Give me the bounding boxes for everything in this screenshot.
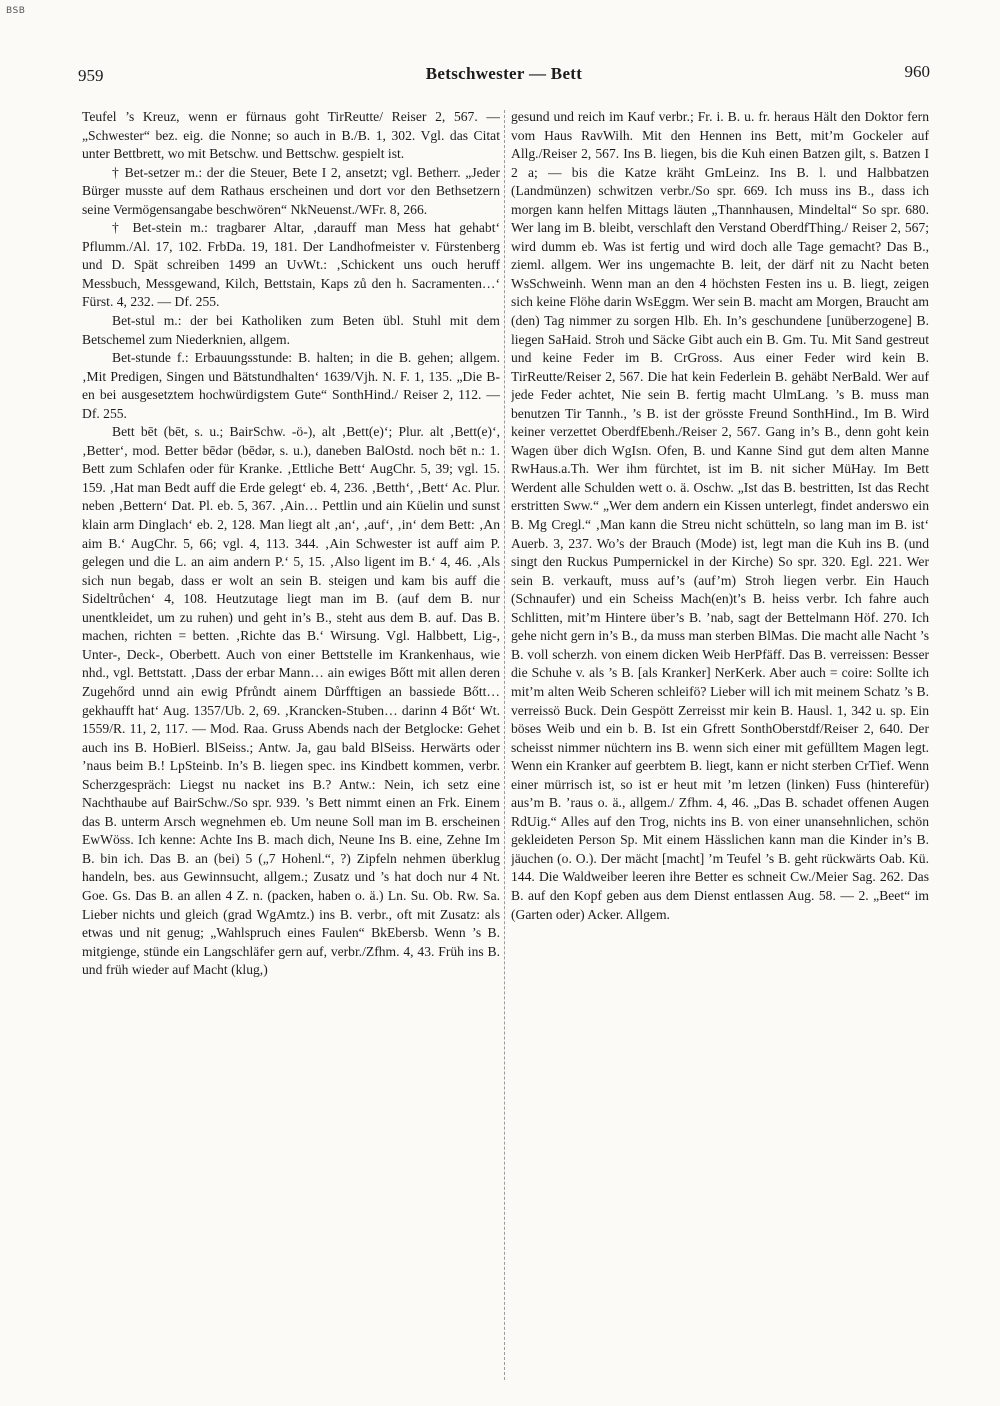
library-stamp: BSB: [6, 6, 26, 16]
entry-bet-stunde: Bet-stunde f.: Erbauungsstunde: B. halten; in die B. gehen; allgem. ‚Mit Predigen, Singen und Bätstundhalten‘ 1639/Vjh. N. F. 1, 135. „Die B-en bei ausgesetztem hochwürdigstem Gute“ SonthHind./ Reiser 2, 112. — Df. 255.: [82, 350, 500, 421]
left-column: [82, 108, 500, 1388]
entry-bett-cont: gesund und reich im Kauf verbr.; Fr. i. B. u. fr. heraus Hält den Doktor fern vom Haus RavWilh. Mit den Hennen ins Bett, mit’m Gockeler auf Allg./Reiser 2, 567. Ins B. liegen, bis die Kuh einen Batzen gilt, s. Batzen I 2 a; — bis die Katze kräht GmLeinz. Ins B. l. und Halbbatzen (Landmünzen) schwitzen verbr./So spr. 669. Ich muss ins B., dass ich morgen kann helfen Mittags läuten „Thannhausen, Mindeltal“ So spr. 680. Wer lang im B. bleibt, verschlaft den Verstand OberdfThing./ Reiser 2, 567; wird dumm eb. Was ist fertig und wird doch alle Tage gemacht? Das B., zieml. allgem. Wer ins ungemachte B. leit, der därf nit zu Nacht beten WsSchweinh. Wenn man an den 4 höchsten Festen ins u. B. liegt, zeigen sich keine Flöhe darin WsEggm. Wer sein B. macht am Morgen, Braucht am (den) Tag nimmer zu sorgen Hlb. Eh. In’s geschundene [unüberzogene] B. liegen SaHaid. Stroh und Säcke Gibt auch ein B. Gm. Tu. Mit Sand gestreut und keine Feder im B. CrGross. Aus einer Feder wird kein B. TirReutte/Reiser 2, 567. Die hat kein Federlein B. gehäbt NerBald. Wer auf jede Feder achtet, Nie sein B. fertig macht UlmLang. ’s B. muss man benutzen Tir Tannh., ’s B. ist der grösste Freund SonthHind., Im B. Wird keiner verzettet OberdfEbenh./Reiser 2, 567. Gang in’s B., denn goht kein Wagen über dich WgIsn. Ofen, B. und Kanne Sind gut dem alten Manne RwHaus.a.Th. Wer ihm fürchtet, ist im B. nit sicher MüHay. Im Bett Werdent alle Schulden wett o. ä. Oschw. „Ist das B. bestritten, Ist das Recht erstritten Sww.“ „Wer dem andern ein Kissen unterlegt, findet anderswo ein B. Mg Cregl.“ ‚Man kann die Streu nicht schütteln, so lang man im B. ist‘ Auerb. 3, 237. Wo’s der Brauch (Mode) ist, legt man die Kuh ins B. (und singt den Ruckus Pumpernickel in der Kirche) So spr. 320. Egl. 221. Wer sein B. verkauft, muss auf’s (auf’m) Stroh liegen verbr. Ein Hauch (Schnaufer) und ein Scheiss Mach(en)t’s B. heiss verbr. Ich fahre auch Schlitten, mit’m Hintere über’s B. ’nab, sagt der Bettelmann Höf. 270. Ich gehe nicht gern in’s B., da muss man sterben BlMas. Die macht alle Nacht ’s B. voll scherzh. von einem dicken Weib HerPfäff. Das B. verreissen: Besser die Schuhe v. als ’s B. [als Kranker] NerKerk. Aber auch = coire: Sollte ich mit’m alten Weib Scheren schleifö? Lieber will ich mit meinem Schatz ’s B. verreissö Buck. Dein Gespött Zerreisst mir kein B. Hausl. 1, 342 u. sp. Ein böses Weib und ein b. B. Ist ein Gfrett SonthOberstdf/Reiser 2, 640. Der scheisst nimmer nüchtern ins B. wenn sich einer mit gefülltem Magen legt. Wenn ein Kranker auf geerbtem B. liegt, kann er nicht sterben CrTief. Wenn einer mürrisch ist, so ist er heut mit ’m letzen (linken) Fuss (hinterefür) aus’m B. ’raus o. ä., allgem./ Zfhm. 4, 46. „Das B. schadet offenen Augen RdUig.“ Alles auf den Trog, nichts ins B. von einer unansehnlichen, schön gekleideten Person Sp. Mit einem Hässlichen kann man die Kinder in’s B. jäuchen (o. O.). Der mächt [macht] ’m Teufel ’s B. geht rückwärts Oab. Kü. 144. Die Waldweiber leeren ihre Better es schneit Cw./Meier Sag. 262. Das B. auf den Kopf geben aus dem Dienst entlassen Aug. 58. — 2. „Beet“ im (Garten oder) Acker. Allgem.: [511, 109, 929, 922]
entry-bet-stul: Bet-stul m.: der bei Katholiken zum Beten übl. Stuhl mit dem Betschemel zum Niederknien, allgem.: [82, 313, 500, 347]
column-divider: [504, 110, 505, 1380]
page-header: [78, 62, 930, 88]
running-title: Betschwester — Bett: [425, 64, 583, 83]
page-number-right: 960: [904, 62, 930, 81]
right-column: [511, 108, 929, 1388]
page-number-left: 959: [78, 66, 104, 85]
entry-bett: Bett bēt (bēt, s. u.; BairSchw. -ö-), alt ‚Bett(e)‘; Plur. alt ‚Bett(e)‘, ‚Better‘, mod. Better bēdər (bēdər, s. u.), daneben BalOstd. noch bēt n.: 1. Bett zum Schlafen oder für Kranke. ‚Ettliche Bett‘ AugChr. 5, 39; vgl. 15. 159. ‚Hat man Bedt auff die Erde gelegt‘ eb. 4, 236. ‚Betth‘, ‚Bett‘ Ac. Plur. neben ‚Bettern‘ Dat. Pl. eb. 5, 367. ‚Ain… Pettlin und ain Küelin und sunst klain arm Dinglach‘ eb. 2, 128. Man liegt alt ‚an‘, ‚auf‘, ‚in‘ dem Bett: ‚An aim B.‘ AugChr. 5, 66; vgl. 4, 113. 344. ‚Ain Schwester ist auff aim P. gelegen und die L. an aim andern P.‘ 5, 15. ‚Also ligent im B.‘ 4, 46. ‚Als sich nun begab, dass er wolt an sein B. steigen und kam bis auff die Sideltrůchen‘ 4, 108. Heutzutage liegt man im B. (auf dem B. nur unentkleidet, um zu ruhen) und geht in’s B., steht aus dem B. auf. Das B. machen, richten = betten. ‚Richte das B.‘ Wirsung. Vgl. Halbbett, Lig-, Unter-, Deck-, Oberbett. Auch von einer Bettstelle im Krankenhaus, wie nhd., vgl. Bettstatt. ‚Dass der erbar Mann… ain ewiges Bőtt mit allen deren Zugehőrd unnd ain ewig Pfrůndt ainem Důrfftigen an bassiede Bőtt… gekhaufft hat‘ Aug. 1357/Ub. 2, 69. ‚Krancken-Stuben… darinn 4 Bőt‘ Wt. 1559/R. 11, 2, 117. — Mod. Raa. Gruss Abends nach der Betglocke: Gehet auch ins B. HoBierl. BlSeiss.; Antw. Ja, gau bald BlSeiss. Herwärts oder ’naus beim B.! LpSteinb. In’s B. liegen spec. ins Kindbett kommen, verbr. Scherzgespräch: Liegst nu nacket ins B.? Antw.: Nein, ich setz eine Nachthaube auf BairSchw./So spr. 939. ’s Bett nimmt einen an Frk. Einem das B. unterm Arsch wegnehmen eb. Um neune Soll man im B. erscheinen EwWöss. Ich kenne: Achte Ins B. mach dich, Neune Ins B. eine, Zehne Im B. bin ich. Das B. an (bei) 5 („7 Hohenl.“, ?) Zipfeln nehmen überklug handeln, bes. aus Gewinnsucht, allgem.; Zusatz und ’s hat doch nur 4 Nt. Goe. Gs. Das B. an allen 4 Z. n. (packen, haben o. ä.) Ln. Su. Ob. Rw. Sa. Lieber nichts und gleich (grad WgAmtz.) ins B. verbr., oft mit Zusatz: als etwas und nit genug; „Wahlspruch eines Faulen“ BkEbersb. Wenn ’s B. mitgienge, stünde ein Langschläfer gern auf, verbr./Zfhm. 4, 43. Früh ins B. und früh wieder auf Macht (klug,): [82, 424, 500, 978]
entry-betschwester-cont: Teufel ’s Kreuz, wenn er fürnaus goht TirReutte/ Reiser 2, 567. — „Schwester“ bez. eig. die Nonne; so auch in B./B. 1, 302. Vgl. das Citat unter Bettbrett, wo mit Betschw. und Bettschw. gespielt ist.: [82, 109, 500, 162]
entry-bet-setzer: † Bet-setzer m.: der die Steuer, Bete I 2, ansetzt; vgl. Betherr. „Jeder Bürger musste auf dem Rathaus erscheinen und dort vor den Bethsetzern seine Vermögensangabe beschwören“ NkNeuenst./WFr. 8, 266.: [82, 164, 500, 217]
entry-bet-stein: † Bet-stein m.: tragbarer Altar, ‚darauff man Mess hat gehabt‘ Pflumm./Al. 17, 102. FrbDa. 19, 181. Der Landhofmeister v. Fürstenberg und D. Spät schreiben 1499 an UvWt.: ‚Schickent uns ouch heruff Messbuch, Messgewand, Kilch, Bettstain, Kaps zů den h. Sacramenten…‘ Fürst. 4, 232. — Df. 255.: [82, 220, 500, 310]
